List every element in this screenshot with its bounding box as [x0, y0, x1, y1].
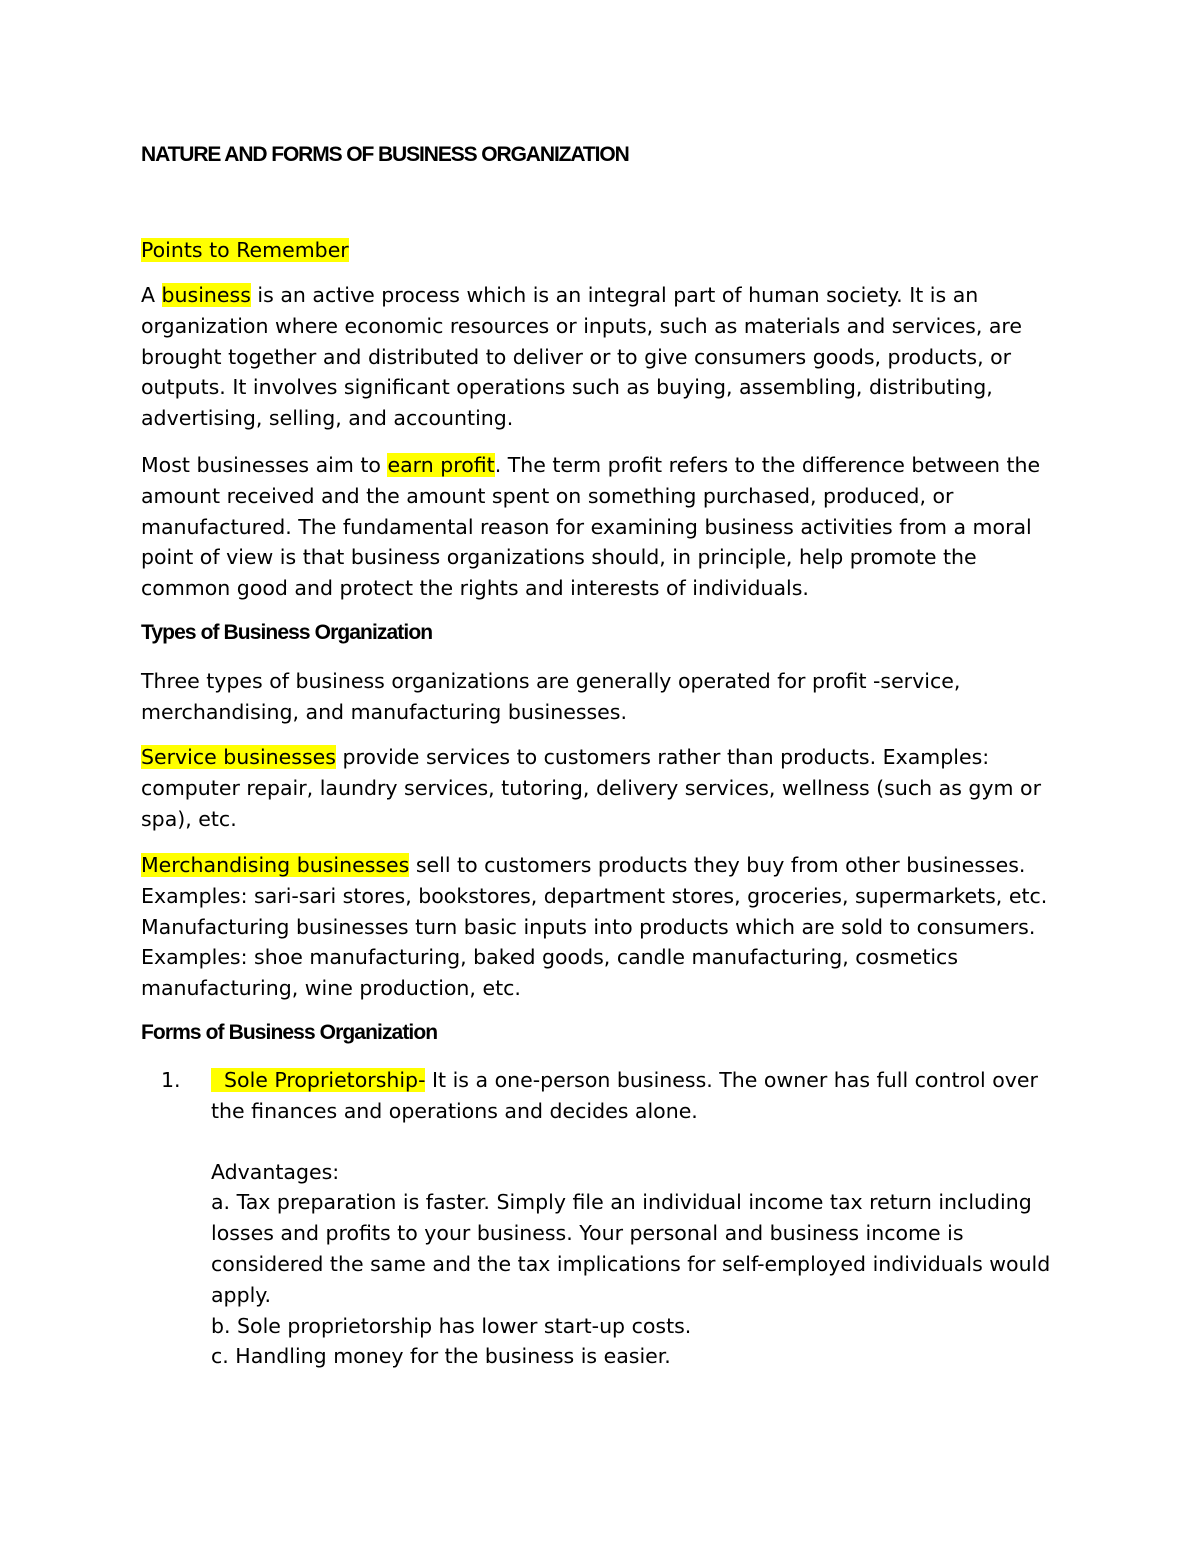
highlighted-text: Merchandising businesses: [141, 853, 410, 877]
highlighted-text: Points to Remember: [141, 238, 349, 262]
list-number: 1.: [161, 1068, 181, 1092]
advantages-label: Advantages:: [211, 1159, 340, 1184]
text-run: sell to customers products they buy from other businesses. Examples: sari-sari stores, bookstores, department stores, groceries, supermarkets, etc. Manufacturing businesses turn basic inputs into products which are sold to consumers. Examples: shoe manufacturing, baked goods, candle manufacturing, cosmetics manufacturing, wine production, etc.: [141, 853, 1048, 1001]
types-intro-paragraph: Three types of business organizations are generally operated for profit -service, merchandising, and manufacturing businesses.: [141, 669, 961, 724]
text-run: provide services to customers rather than products. Examples: computer repair, laundry services, tutoring, delivery services, wellness (such as gym or spa), etc.: [141, 745, 1041, 831]
text-run: A: [141, 283, 162, 307]
highlighted-text: Service businesses: [141, 745, 336, 769]
points-to-remember-label: [141, 235, 349, 265]
list-item-text: [211, 1065, 1061, 1127]
forms-list: [141, 1065, 1061, 1372]
profit-paragraph: [141, 450, 1061, 604]
advantage-item: c. Handling money for the business is easier.: [211, 1344, 671, 1369]
highlighted-text: business: [161, 283, 251, 307]
text-run: . The term profit refers to the difference between the amount received and the amount spent on something purchased, produced, or manufactured. The fundamental reason for examining business activities from a moral point of view is that business organizations should, in principle, help promote the common good and protect the rights and interests of individuals.: [141, 453, 1041, 601]
advantage-item: a. Tax preparation is faster. Simply file an individual income tax return including losses and profits to your business. Your personal and business income is considered the same and the tax implications for self-employed individuals would apply.: [211, 1190, 1051, 1307]
service-businesses-paragraph: [141, 742, 1061, 834]
text-run: Most businesses aim to: [141, 453, 388, 477]
advantage-item: b. Sole proprietorship has lower start-up costs.: [211, 1313, 692, 1338]
types-heading: Types of Business Organization: [141, 621, 433, 644]
document-title: NATURE AND FORMS OF BUSINESS ORGANIZATION: [141, 143, 629, 166]
business-definition-paragraph: [141, 280, 1061, 434]
text-run: is an active process which is an integral part of human society. It is an organization where economic resources or inputs, such as materials and services, are brought together and distributed to deliver or to give consumers goods, products, or outputs. It involves significant operations such as buying, assembling, distributing, advertising, selling, and accounting.: [141, 283, 1023, 431]
advantages-block: [211, 1157, 1061, 1373]
merchandising-businesses-paragraph: [141, 850, 1061, 1004]
forms-heading: Forms of Business Organization: [141, 1021, 438, 1044]
highlighted-text: earn profit: [387, 453, 495, 477]
list-item: [141, 1065, 1061, 1372]
text-run: It is a one-person business. The owner has full control over the finances and operations and decides alone.: [211, 1068, 1038, 1123]
highlighted-text: Sole Proprietorship-: [211, 1068, 426, 1092]
